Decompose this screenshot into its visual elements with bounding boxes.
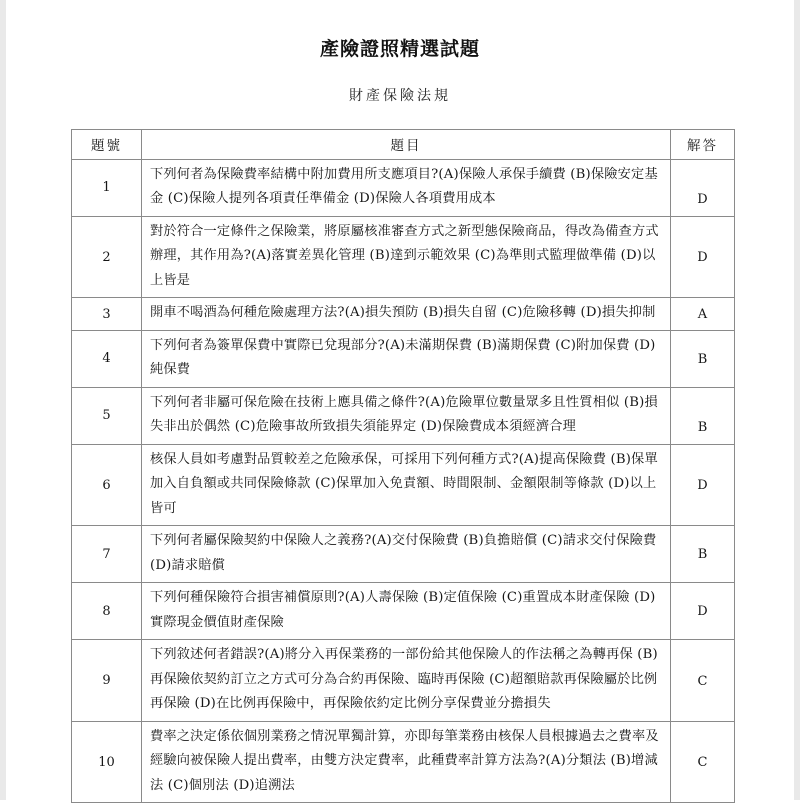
answer-value: D: [671, 444, 735, 526]
question-text: 下列何者為保險費率結構中附加費用所支應項目?(A)保險人承保手續費 (B)保險安定基金 (C)保險人提列各項責任準備金 (D)保險人各項費用成本: [142, 159, 671, 216]
table-header-row: [72, 129, 735, 159]
answer-value: D: [671, 159, 735, 216]
question-number: 2: [72, 216, 142, 298]
question-number: 7: [72, 526, 142, 583]
table-row: [72, 721, 735, 803]
question-number: 9: [72, 640, 142, 722]
answer-value: C: [671, 721, 735, 803]
quiz-table: [71, 129, 735, 803]
question-number: 3: [72, 298, 142, 331]
table-row: [72, 216, 735, 298]
question-text: 下列何者非屬可保危險在技術上應具備之條件?(A)危險單位數量眾多且性質相似 (B)損失非出於偶然 (C)危險事故所致損失須能界定 (D)保險費成本須經濟合理: [142, 387, 671, 444]
quiz-table-container: [6, 129, 794, 803]
question-text: 下列何種保險符合損害補償原則?(A)人壽保險 (B)定值保險 (C)重置成本財產保險 (D)實際現金價值財產保險: [142, 583, 671, 640]
column-header-number: 題號: [72, 129, 142, 159]
answer-value: D: [671, 216, 735, 298]
question-text: 下列敘述何者錯誤?(A)將分入再保業務的一部份給其他保險人的作法稱之為轉再保 (B)再保險依契約訂立之方式可分為合約再保險、臨時再保險 (C)超額賠款再保險屬於比例再保險 (D)在比例再保險中，再保險依約定比例分享保費並分擔損失: [142, 640, 671, 722]
question-number: 4: [72, 330, 142, 387]
column-header-question: 題目: [142, 129, 671, 159]
document-page: [6, 0, 794, 800]
question-text: 對於符合一定條件之保險業，將原屬核准審查方式之新型態保險商品，得改為備查方式辦理，其作用為?(A)落實差異化管理 (B)達到示範效果 (C)為準則式監理做準備 (D)以上皆是: [142, 216, 671, 298]
table-row: [72, 640, 735, 722]
question-text: 開車不喝酒為何種危險處理方法?(A)損失預防 (B)損失自留 (C)危險移轉 (D)損失抑制: [142, 298, 671, 331]
answer-value: B: [671, 526, 735, 583]
quiz-table-head: [72, 129, 735, 159]
question-text: 下列何者為簽單保費中實際已兌現部分?(A)未滿期保費 (B)滿期保費 (C)附加保費 (D)純保費: [142, 330, 671, 387]
answer-value: C: [671, 640, 735, 722]
question-number: 1: [72, 159, 142, 216]
answer-value: D: [671, 583, 735, 640]
page-edge-strip-right: [794, 0, 800, 800]
document-subtitle: 財產保險法規: [349, 87, 451, 104]
table-row: [72, 298, 735, 331]
question-text: 費率之決定係依個別業務之情況單獨計算，亦即每筆業務由核保人員根據過去之費率及經驗向被保險人提出費率，由雙方決定費率，此種費率計算方法為?(A)分類法 (B)增減法 (C)個別法 (D)追溯法: [142, 721, 671, 803]
answer-value: A: [671, 298, 735, 331]
table-row: [72, 159, 735, 216]
table-row: [72, 387, 735, 444]
question-number: 5: [72, 387, 142, 444]
answer-value: B: [671, 330, 735, 387]
table-row: [72, 526, 735, 583]
document-title: 產險證照精選試題: [319, 38, 480, 60]
question-number: 8: [72, 583, 142, 640]
column-header-answer: 解答: [671, 129, 735, 159]
question-text: 下列何者屬保險契約中保險人之義務?(A)交付保險費 (B)負擔賠償 (C)請求交付保險費 (D)請求賠償: [142, 526, 671, 583]
question-number: 10: [72, 721, 142, 803]
question-number: 6: [72, 444, 142, 526]
quiz-table-body: [72, 159, 735, 803]
table-row: [72, 583, 735, 640]
table-row: [72, 330, 735, 387]
table-row: [72, 444, 735, 526]
answer-value: B: [671, 387, 735, 444]
question-text: 核保人員如考慮對品質較差之危險承保，可採用下列何種方式?(A)提高保險費 (B)保單加入自負額或共同保險條款 (C)保單加入免責額、時間限制、金額限制等條款 (D)以上皆可: [142, 444, 671, 526]
